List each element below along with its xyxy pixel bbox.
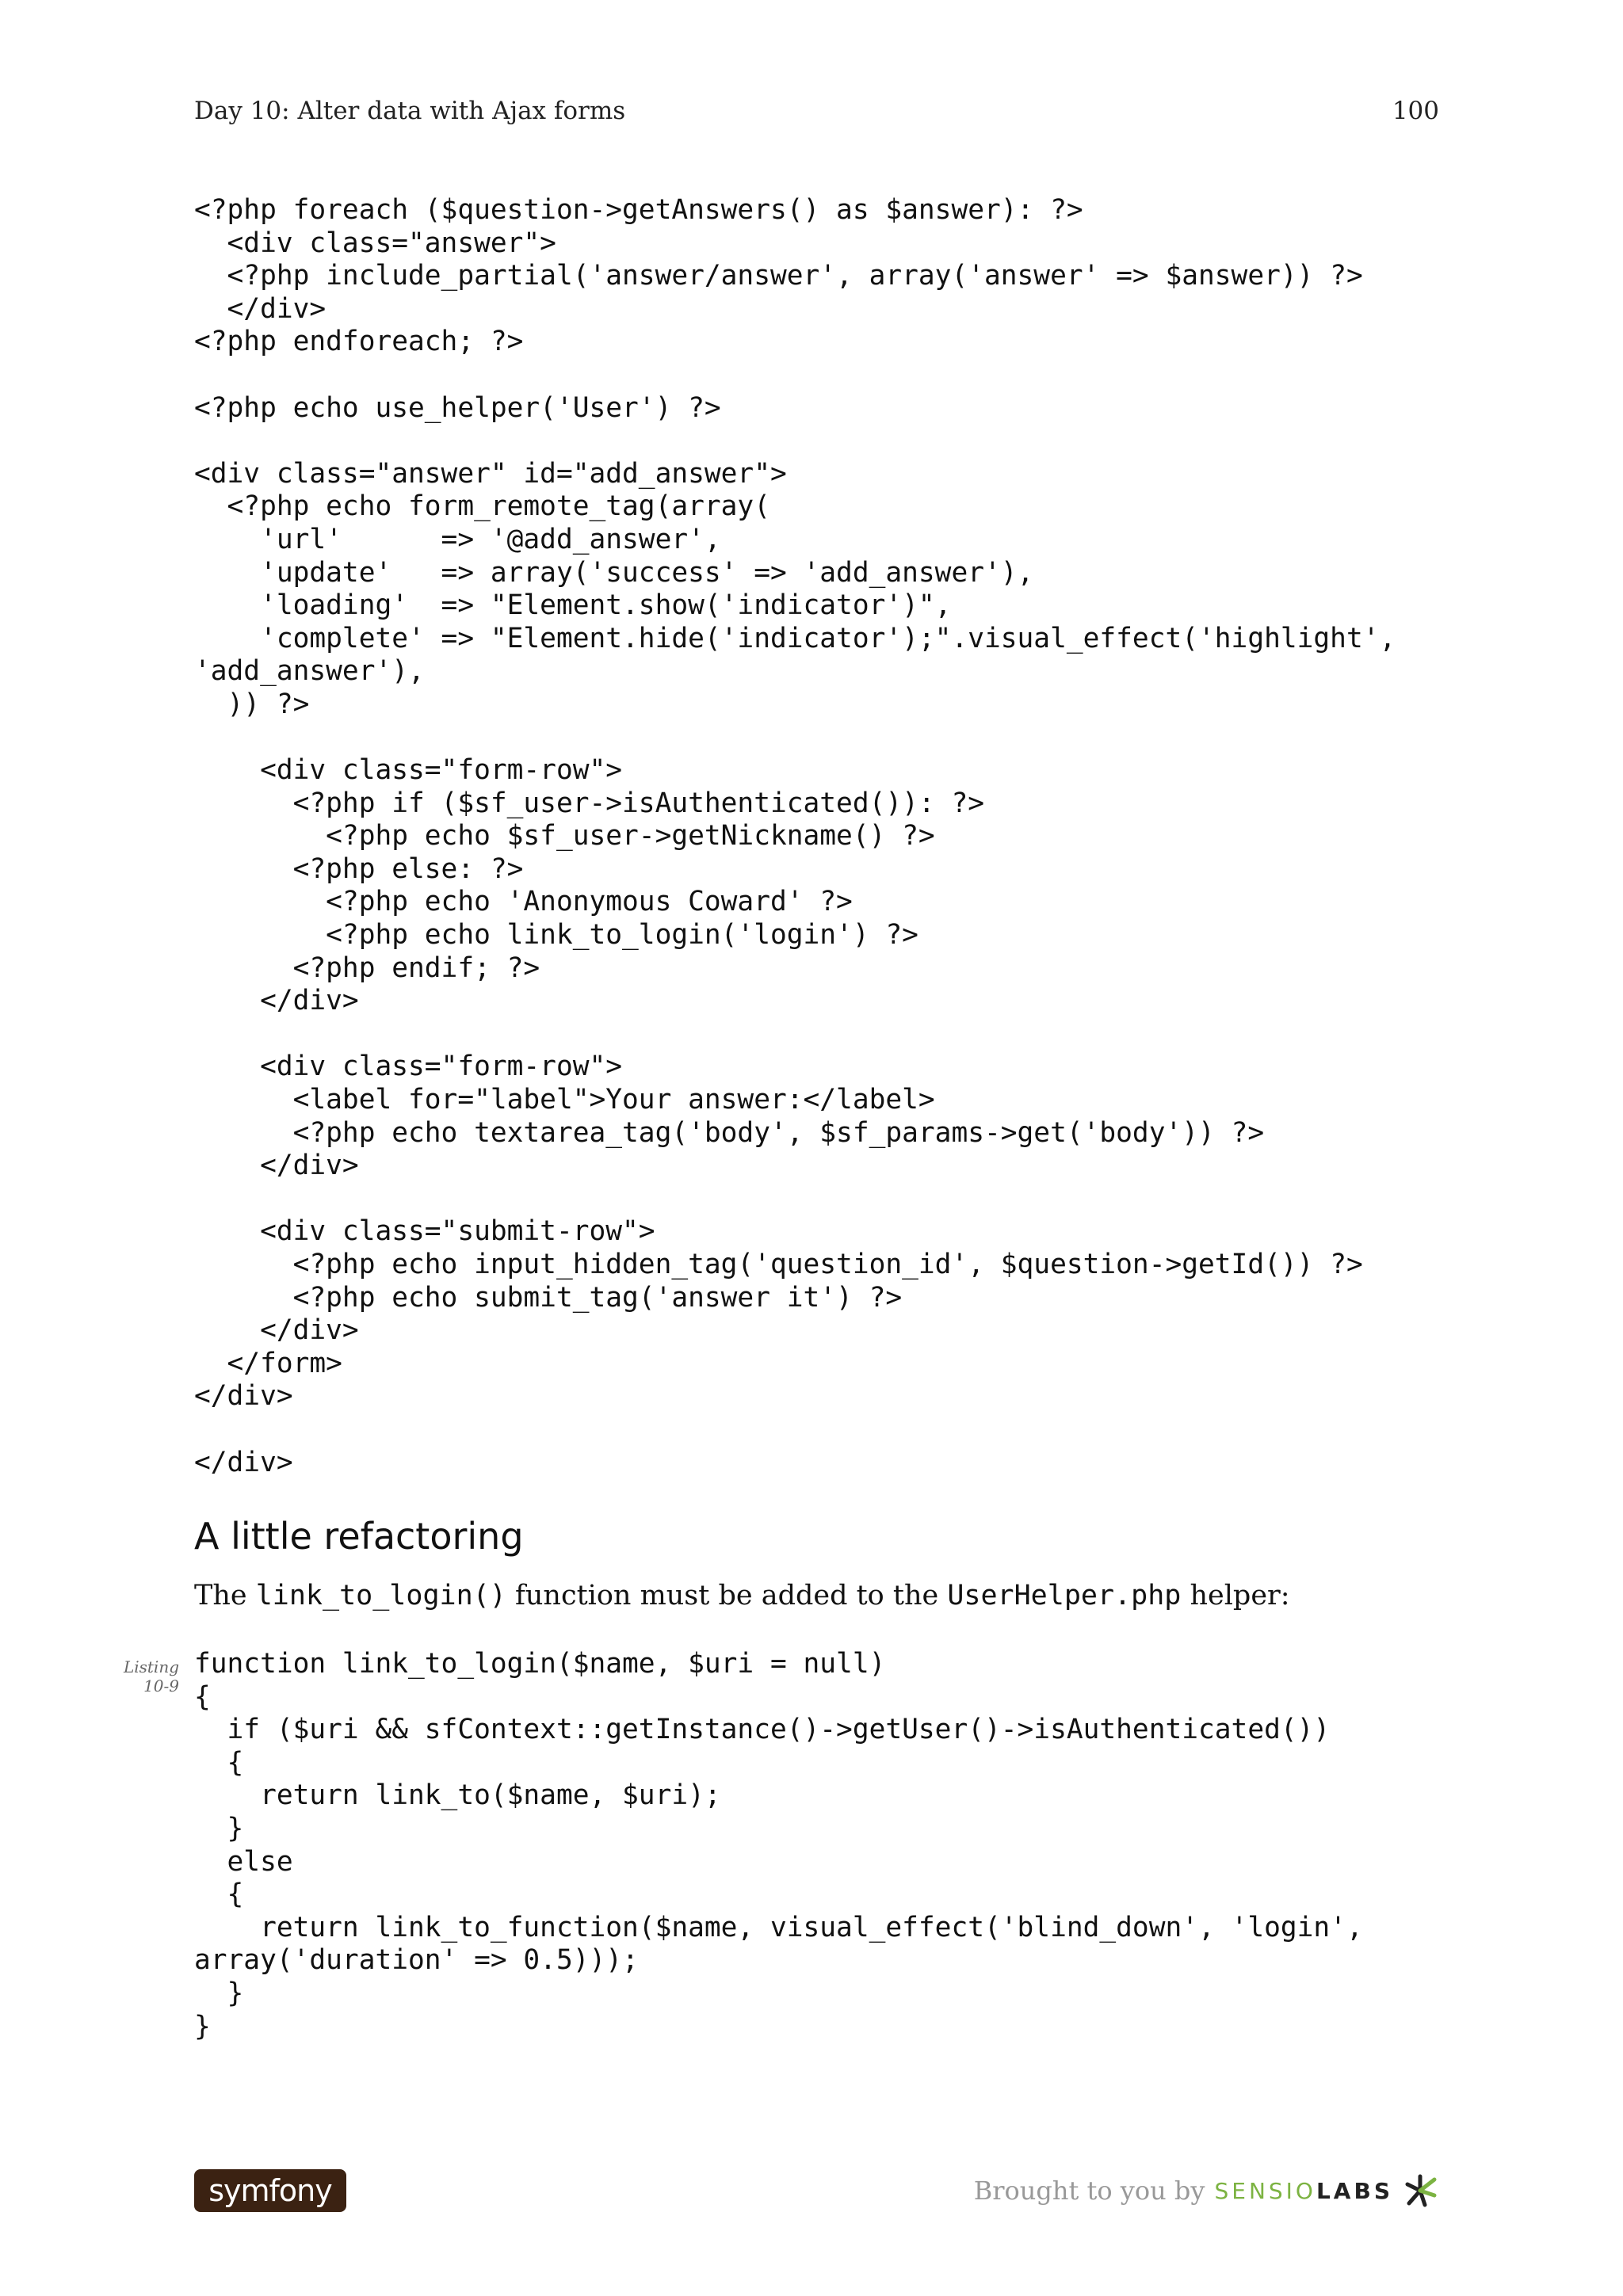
code-block: function link_to_login($name, $uri = null) { if ($uri && sfContext::getInstance()->getUser()->isAuthenticated()) { return link_to($name, $uri); } else { return link_to_function($name, visual_effect('blind_down', 'login', array('duration' => 0.5))); } } xyxy=(194,1648,1363,2042)
credit-text: Brought to you by xyxy=(973,2176,1205,2206)
chapter-title: Day 10: Alter data with Ajax forms xyxy=(194,97,626,125)
listing-label xyxy=(119,1657,179,1695)
brand-name-part1: SENSIO xyxy=(1214,2177,1316,2204)
page-number: 100 xyxy=(1392,97,1439,125)
inline-code: link_to_login() xyxy=(255,1580,506,1611)
para-text: The xyxy=(194,1580,256,1611)
sensiolabs-star-icon xyxy=(1401,2172,1439,2210)
para-text: helper: xyxy=(1181,1580,1290,1611)
footer-credit xyxy=(974,2169,1439,2212)
inline-code: UserHelper.php xyxy=(947,1580,1182,1611)
brand-name-part2: LABS xyxy=(1316,2177,1393,2204)
para-text: function must be added to the xyxy=(506,1580,948,1611)
symfony-logo: symfony xyxy=(194,2169,346,2212)
body-paragraph xyxy=(194,1580,1290,1611)
listing-number: 10-9 xyxy=(143,1676,179,1695)
listing-label-text: Listing xyxy=(123,1657,179,1676)
section-heading: A little refactoring xyxy=(194,1515,524,1558)
code-block: <?php foreach ($question->getAnswers() as $answer): ?> <div class="answer"> <?php include_partial('answer/answer', array('answer' => $answer)) ?> </div> <?php endforeach; ?> <?php echo use_helper('User') ?> <div class="answer" id="add_answer"> <?php echo form_remote_tag(array( 'url' => '@add_answer', 'update' => array('success' => 'add_answer'), 'loading' => "Element.show('indicator')", 'complete' => "Element.hide('indicator');".visual_effect('highlight', 'add_answer'), )) ?> <div class="form-row"> <?php if ($sf_user->isAuthenticated()): ?> <?php echo $sf_user->getNickname() ?> <?php else: ?> <?php echo 'Anonymous Coward' ?> <?php echo link_to_login('login') ?> <?php endif; ?> </div> <div class="form-row"> <label for="label">Your answer:</label> <?php echo textarea_tag('body', $sf_params->get('body')) ?> </div> <div class="submit-row"> <?php echo input_hidden_tag('question_id', $question->getId()) ?> <?php echo submit_tag('answer it') ?> </div> </form> </div> </div> xyxy=(194,194,1396,1478)
